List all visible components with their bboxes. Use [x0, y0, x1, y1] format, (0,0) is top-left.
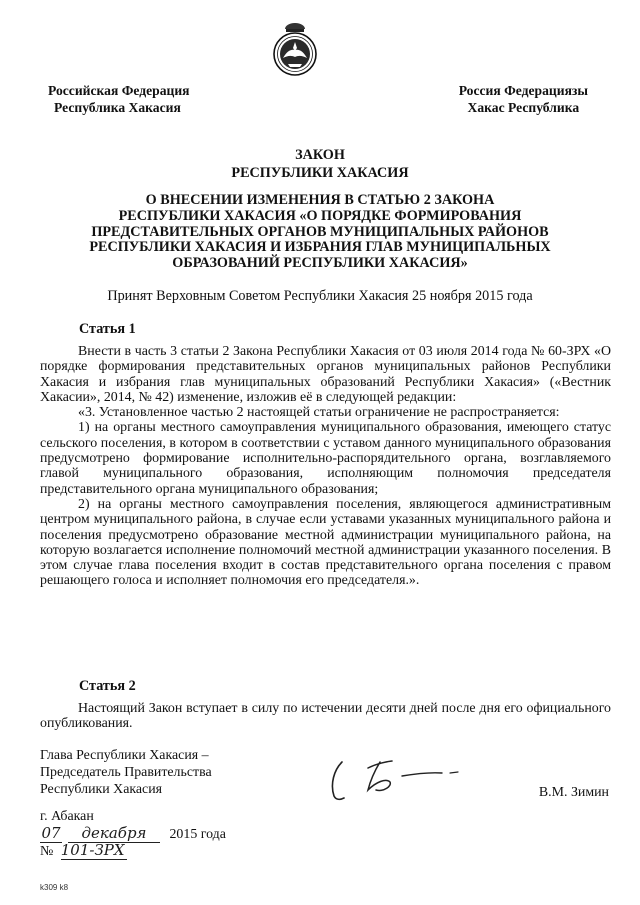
document-code: k309 k8: [40, 883, 69, 892]
law-number-prefix: №: [40, 844, 54, 859]
header-right: [459, 82, 588, 116]
signing-year: 2015 года: [169, 827, 226, 842]
subtitle-line: ОБРАЗОВАНИЙ РЕСПУБЛИКИ ХАКАСИЯ»: [172, 255, 468, 272]
signatory-title-line: Республики Хакасия: [40, 782, 163, 797]
document-title: [40, 146, 600, 182]
signatory-title-line: Глава Республики Хакасия –: [40, 748, 209, 763]
paragraph: «3. Установленное частью 2 настоящей статьи ограничение не распространяется:: [78, 405, 560, 421]
handwritten-signature: [320, 752, 470, 808]
article-1-heading: Статья 1: [79, 321, 136, 337]
subtitle-line: О ВНЕСЕНИИ ИЗМЕНЕНИЯ В СТАТЬЮ 2 ЗАКОНА: [145, 192, 495, 208]
header-left-line-1: Российская Федерация: [48, 83, 190, 98]
paragraph: 1) на органы местного самоуправления муниципального образования, имеющего статус сельского поселения, в котором в соответствии с уставом данного муниципального образования предусмотрено формирование исполнительно-распорядительного органа, возглавляемого главой муниципального образования, исполняющим полномочия председателя представительного органа муниципального образования;: [40, 420, 611, 497]
article-1-body: [40, 344, 611, 589]
document-issuer: РЕСПУБЛИКИ ХАКАСИЯ: [231, 165, 409, 181]
header-right-line-2: Хакас Республика: [467, 100, 580, 115]
document-subtitle: [40, 193, 600, 272]
handwritten-day: 07: [41, 824, 61, 842]
handwritten-month: декабря: [68, 825, 160, 843]
article-2-heading: Статья 2: [79, 678, 136, 694]
header-left-line-2: Республика Хакасия: [54, 100, 181, 115]
subtitle-line: ПРЕДСТАВИТЕЛЬНЫХ ОРГАНОВ МУНИЦИПАЛЬНЫХ РАЙОНОВ: [91, 223, 549, 240]
adoption-statement: Принят Верховным Советом Республики Хакасия 25 ноября 2015 года: [107, 288, 533, 304]
paragraph: Настоящий Закон вступает в силу по истечении десяти дней после дня его официального опубликования.: [40, 701, 611, 732]
signatory-title-line: Председатель Правительства: [40, 765, 212, 780]
article-2-body: [40, 701, 611, 732]
document-kind: ЗАКОН: [295, 147, 345, 163]
signatory-title: [40, 747, 212, 798]
header-right-line-1: Россия Федерациязы: [458, 83, 588, 98]
signing-city: г. Абакан: [40, 809, 94, 824]
signatory-name: В.М. Зимин: [538, 785, 609, 800]
paragraph: 2) на органы местного самоуправления поселения, являющегося административным центром муниципального района, в случае если уставами указанных муниципального района и поселения предусмотрено образование местной администрации муниципального района, на которую возлагается исполнение полномочий местной администрации указанного поселения. В этом случае глава поселения входит в состав представительного органа поселения с правом решающего голоса и исполняет полномочия его председателя.».: [40, 496, 611, 589]
handwritten-number: 101-ЗРХ: [61, 842, 127, 860]
header-left: [48, 82, 190, 116]
republic-emblem-icon: [272, 20, 318, 78]
subtitle-line: РЕСПУБЛИКИ ХАКАСИЯ И ИЗБРАНИЯ ГЛАВ МУНИЦИПАЛЬНЫХ: [89, 239, 551, 256]
paragraph: Внести в часть 3 статьи 2 Закона Республики Хакасия от 03 июля 2014 года № 60-ЗРХ «О порядке формирования представительных органов муниципальных районов Республики Хакасия и избрания глав муниципальных образований Республики Хакасия» («Вестник Хакасии», 2014, № 42) изменение, изложив её в следующей редакции:: [40, 344, 611, 405]
law-number: [40, 842, 127, 860]
subtitle-line: РЕСПУБЛИКИ ХАКАСИЯ «О ПОРЯДКЕ ФОРМИРОВАНИЯ: [118, 207, 522, 224]
